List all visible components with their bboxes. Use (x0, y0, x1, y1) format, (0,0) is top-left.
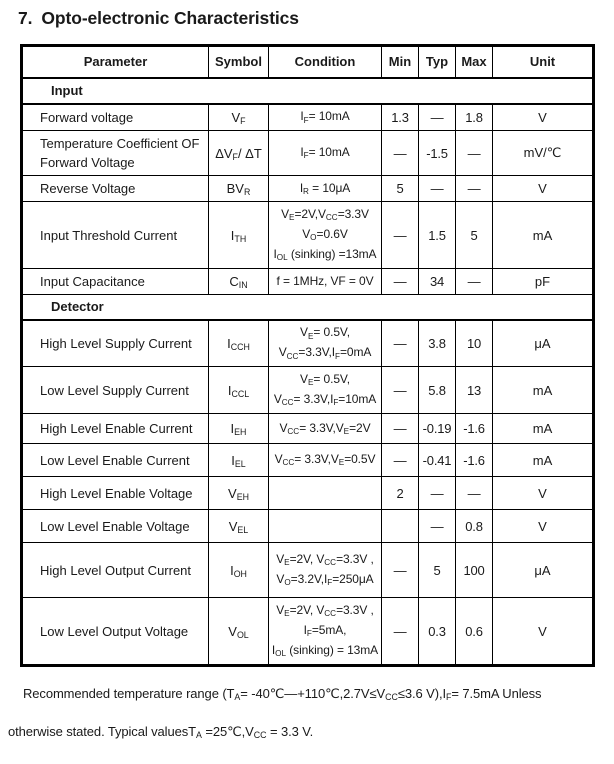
condition-line: IF= 10mA (300, 145, 350, 161)
subscript: F (327, 578, 333, 588)
cell-unit: V (493, 477, 594, 510)
subscript: E (289, 213, 295, 223)
cell-parameter (22, 543, 209, 598)
header-row (22, 46, 594, 78)
table-row (22, 367, 594, 414)
cell-typ: — (419, 176, 456, 202)
table-row (22, 598, 594, 666)
subscript: F (232, 151, 238, 162)
table-row (22, 477, 594, 510)
column-header-typ: Typ (419, 46, 456, 78)
cell-parameter (22, 414, 209, 444)
subscript: OL (276, 253, 288, 263)
subscript: E (343, 426, 350, 436)
parameter-line: High Level Output Current (40, 562, 192, 578)
condition-line: VCC= 3.3V,VE=0.5V (274, 452, 376, 468)
subscript: E (307, 378, 314, 388)
cell-unit: V (493, 510, 594, 543)
parameter-line: Reverse Voltage (40, 181, 136, 196)
cell-max: 100 (456, 543, 493, 598)
cell-typ: 0.3 (419, 598, 456, 666)
subscript: F (306, 629, 312, 639)
condition-line: VE= 0.5V, (300, 372, 350, 388)
cell-symbol: IEH (209, 414, 269, 444)
subscript: CC (385, 692, 398, 703)
subscript: CC (286, 351, 299, 361)
table-row (22, 543, 594, 598)
cell-symbol: VOL (209, 598, 269, 666)
subscript: CC (324, 558, 337, 568)
condition-line: VO=0.6V (302, 227, 348, 243)
cell-symbol: IOH (209, 543, 269, 598)
condition-line: IOL (sinking) =13mA (273, 247, 377, 263)
cell-min: — (382, 367, 419, 414)
condition-line: VE= 0.5V, (300, 325, 350, 341)
cell-unit: μA (493, 320, 594, 367)
section-row-detector (22, 295, 594, 320)
cell-unit: mV/℃ (493, 131, 594, 176)
parameter-line: Input Threshold Current (40, 227, 178, 243)
parameter-line: High Level Enable Current (40, 421, 193, 436)
subscript: F (303, 115, 309, 125)
cell-unit: pF (493, 269, 594, 295)
subscript: TH (234, 233, 247, 244)
cell-max: -1.6 (456, 414, 493, 444)
cell-parameter (22, 598, 209, 666)
cell-min: 1.3 (382, 104, 419, 131)
cell-max: 5 (456, 202, 493, 269)
cell-condition (269, 510, 382, 543)
subscript: CCH (230, 342, 250, 353)
condition-line: f = 1MHz, VF = 0V (276, 274, 374, 288)
subscript: CC (282, 458, 295, 468)
cell-typ: -1.5 (419, 131, 456, 176)
subscript: F (334, 351, 340, 361)
column-header-condition: Condition (269, 46, 382, 78)
cell-symbol: ICCH (209, 320, 269, 367)
cell-max: — (456, 477, 493, 510)
subscript: A (234, 692, 241, 703)
table-body (22, 78, 594, 666)
subscript: R (243, 187, 251, 198)
cell-symbol: IEL (209, 444, 269, 477)
table-row (22, 176, 594, 202)
cell-min: — (382, 444, 419, 477)
opto-electronic-characteristics-table (20, 44, 595, 667)
cell-condition (269, 543, 382, 598)
cell-min (382, 510, 419, 543)
subscript: CC (253, 730, 267, 741)
section-title-text: Opto-electronic Characteristics (41, 8, 299, 28)
parameter-line: Input Capacitance (40, 274, 145, 289)
cell-min: — (382, 320, 419, 367)
cell-condition (269, 104, 382, 131)
table-row (22, 104, 594, 131)
condition-line: IF=5mA, (303, 623, 347, 639)
cell-parameter (22, 320, 209, 367)
cell-condition (269, 202, 382, 269)
subscript: EL (234, 458, 246, 469)
cell-typ: -0.41 (419, 444, 456, 477)
cell-unit: V (493, 176, 594, 202)
subscript: EL (237, 524, 249, 535)
subscript: R (303, 186, 309, 196)
column-header-parameter: Parameter (22, 46, 209, 78)
cell-unit: mA (493, 414, 594, 444)
footnote-line-1: Recommended temperature range (TA= -40℃—+110℃,2.7V≤VCC≤3.6 V),IF= 7.5mA Unless (23, 686, 542, 703)
cell-condition (269, 131, 382, 176)
cell-typ: — (419, 104, 456, 131)
subscript: CCL (231, 388, 250, 399)
cell-min: 2 (382, 477, 419, 510)
cell-min: — (382, 131, 419, 176)
cell-condition (269, 477, 382, 510)
cell-parameter (22, 444, 209, 477)
subscript: O (310, 233, 317, 243)
cell-unit: mA (493, 444, 594, 477)
section-number: 7. (18, 8, 33, 28)
cell-parameter (22, 202, 209, 269)
footnote-line-2: otherwise stated. Typical valuesTA =25℃,VCC = 3.3 V. (8, 724, 314, 741)
cell-max: — (456, 131, 493, 176)
condition-line: IF= 10mA (300, 109, 350, 125)
cell-condition (269, 320, 382, 367)
cell-condition (269, 367, 382, 414)
subscript: F (333, 398, 339, 408)
cell-parameter (22, 477, 209, 510)
cell-max: 0.6 (456, 598, 493, 666)
cell-symbol: VF (209, 104, 269, 131)
cell-max: — (456, 176, 493, 202)
cell-condition (269, 269, 382, 295)
cell-unit: μA (493, 543, 594, 598)
condition-line: IOL (sinking) = 13mA (271, 643, 379, 659)
cell-min: — (382, 598, 419, 666)
column-header-symbol: Symbol (209, 46, 269, 78)
cell-symbol: BVR (209, 176, 269, 202)
subscript: E (284, 558, 290, 568)
table-header-row (22, 46, 594, 78)
table-row (22, 131, 594, 176)
cell-typ: — (419, 477, 456, 510)
subscript: EH (234, 427, 247, 438)
condition-line: IR = 10μA (299, 180, 351, 196)
section-row-input (22, 78, 594, 104)
cell-min: — (382, 543, 419, 598)
subscript: F (303, 151, 309, 161)
condition-line: VCC= 3.3V,IF=10mA (273, 392, 377, 408)
cell-typ: 3.8 (419, 320, 456, 367)
subscript: OH (233, 568, 247, 579)
cell-unit: V (493, 104, 594, 131)
subscript: A (195, 730, 202, 741)
cell-parameter (22, 104, 209, 131)
subscript: E (307, 331, 314, 341)
parameter-line: High Level Supply Current (40, 335, 192, 351)
subscript: IN (238, 280, 248, 291)
page-title (0, 0, 614, 29)
cell-unit: mA (493, 367, 594, 414)
cell-condition (269, 598, 382, 666)
cell-symbol: CIN (209, 269, 269, 295)
table-row (22, 269, 594, 295)
cell-min: — (382, 202, 419, 269)
cell-condition (269, 444, 382, 477)
subscript: F (240, 116, 246, 127)
section-label: Detector (22, 295, 594, 320)
section-label: Input (22, 78, 594, 104)
cell-condition (269, 414, 382, 444)
parameter-line: Low Level Output Voltage (40, 623, 189, 639)
parameter-line: Forward Voltage (40, 155, 135, 170)
table-row (22, 510, 594, 543)
cell-max: — (456, 269, 493, 295)
subscript: E (284, 609, 290, 619)
cell-max: -1.6 (456, 444, 493, 477)
subscript: CC (281, 398, 294, 408)
parameter-line: High Level Enable Voltage (40, 485, 193, 501)
cell-parameter (22, 367, 209, 414)
cell-parameter (22, 510, 209, 543)
cell-max: 13 (456, 367, 493, 414)
subscript: O (284, 578, 291, 588)
condition-line: VE=2V, VCC=3.3V , (276, 552, 374, 568)
table-row (22, 202, 594, 269)
condition-line: VE=2V, VCC=3.3V , (276, 603, 374, 619)
table-row (22, 444, 594, 477)
column-header-unit: Unit (493, 46, 594, 78)
cell-max: 0.8 (456, 510, 493, 543)
cell-max: 1.8 (456, 104, 493, 131)
condition-line: VE=2V,VCC=3.3V (281, 207, 369, 223)
subscript: CC (324, 609, 337, 619)
subscript: OL (236, 629, 249, 640)
parameter-line: Low Level Enable Current (40, 452, 190, 468)
parameter-line: Low Level Enable Voltage (40, 518, 190, 534)
cell-unit: V (493, 598, 594, 666)
cell-typ: 34 (419, 269, 456, 295)
cell-typ: 5 (419, 543, 456, 598)
cell-parameter (22, 131, 209, 176)
cell-min: — (382, 414, 419, 444)
cell-typ: 5.8 (419, 367, 456, 414)
cell-min: 5 (382, 176, 419, 202)
cell-parameter (22, 269, 209, 295)
cell-min: — (382, 269, 419, 295)
cell-symbol: ITH (209, 202, 269, 269)
cell-symbol: ΔVF/ ΔT (209, 131, 269, 176)
column-header-min: Min (382, 46, 419, 78)
cell-max: 10 (456, 320, 493, 367)
table-row (22, 320, 594, 367)
column-header-max: Max (456, 46, 493, 78)
cell-unit: mA (493, 202, 594, 269)
cell-typ: 1.5 (419, 202, 456, 269)
cell-typ: — (419, 510, 456, 543)
subscript: E (338, 458, 345, 468)
condition-line: VCC= 3.3V,VE=2V (279, 420, 371, 436)
cell-symbol: VEL (209, 510, 269, 543)
parameter-line: Temperature Coefficient OF (40, 136, 200, 151)
cell-condition (269, 176, 382, 202)
cell-symbol: VEH (209, 477, 269, 510)
subscript: CC (325, 213, 338, 223)
cell-parameter (22, 176, 209, 202)
condition-line: VCC=3.3V,IF=0mA (278, 345, 372, 361)
subscript: OL (275, 649, 287, 659)
subscript: F (446, 692, 452, 703)
subscript: CC (287, 426, 300, 436)
parameter-line: Low Level Supply Current (40, 382, 189, 398)
parameter-line: Forward voltage (40, 109, 134, 125)
cell-typ: -0.19 (419, 414, 456, 444)
condition-line: VO=3.2V,IF=250μA (276, 572, 374, 588)
table-row (22, 414, 594, 444)
subscript: EH (236, 491, 249, 502)
cell-symbol: ICCL (209, 367, 269, 414)
